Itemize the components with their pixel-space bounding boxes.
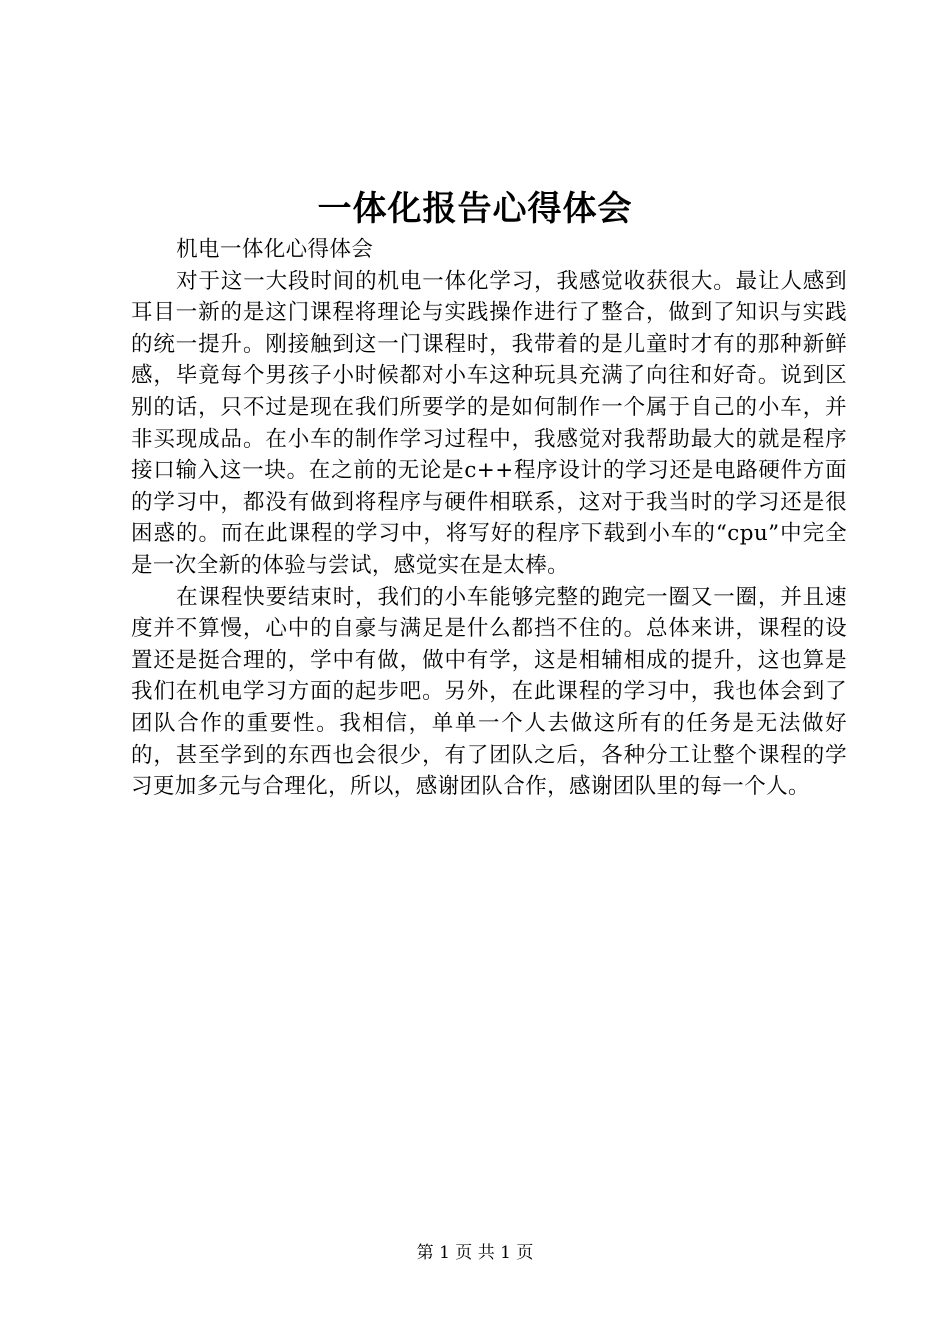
subtitle-paragraph: 机电一体化心得体会: [176, 237, 374, 262]
body-paragraph: 对于这一大段时间的机电一体化学习，我感觉收获很大。最让人感到耳目一新的是这门课程将理论与实践操作进行了整合，做到了知识与实践的统一提升。刚接触到这一门课程时，我带着的是儿童时才有的那种新鲜感，毕竟每个男孩子小时候都对小车这种玩具充满了向往和好奇。说到区别的话，只不过是现在我们所要学的是如何制作一个属于自己的小车，并非买现成品。在小车的制作学习过程中，我感觉对我帮助最大的就是程序接口输入这一块。在之前的无论是c++程序设计的学习还是电路硬件方面的学习中，都没有做到将程序与硬件相联系，这对于我当时的学习还是很困惑的。而在此课程的学习中，将写好的程序下载到小车的“cpu”中完全是一次全新的体验与尝试，感觉实在是太棒。: [131, 268, 847, 578]
document-body: [131, 234, 847, 803]
document-title: 一体化报告心得体会: [317, 189, 633, 229]
page-number-footer: 第 1 页 共 1 页: [416, 1243, 534, 1263]
body-paragraph: 在课程快要结束时，我们的小车能够完整的跑完一圈又一圈，并且速度并不算慢，心中的自豪与满足是什么都挡不住的。总体来讲，课程的设置还是挺合理的，学中有做，做中有学，这是相辅相成的提升，这也算是我们在机电学习方面的起步吧。另外，在此课程的学习中，我也体会到了团队合作的重要性。我相信，单单一个人去做这所有的任务是无法做好的，甚至学到的东西也会很少，有了团队之后，各种分工让整个课程的学习更加多元与合理化，所以，感谢团队合作，感谢团队里的每一个人。: [131, 584, 847, 800]
